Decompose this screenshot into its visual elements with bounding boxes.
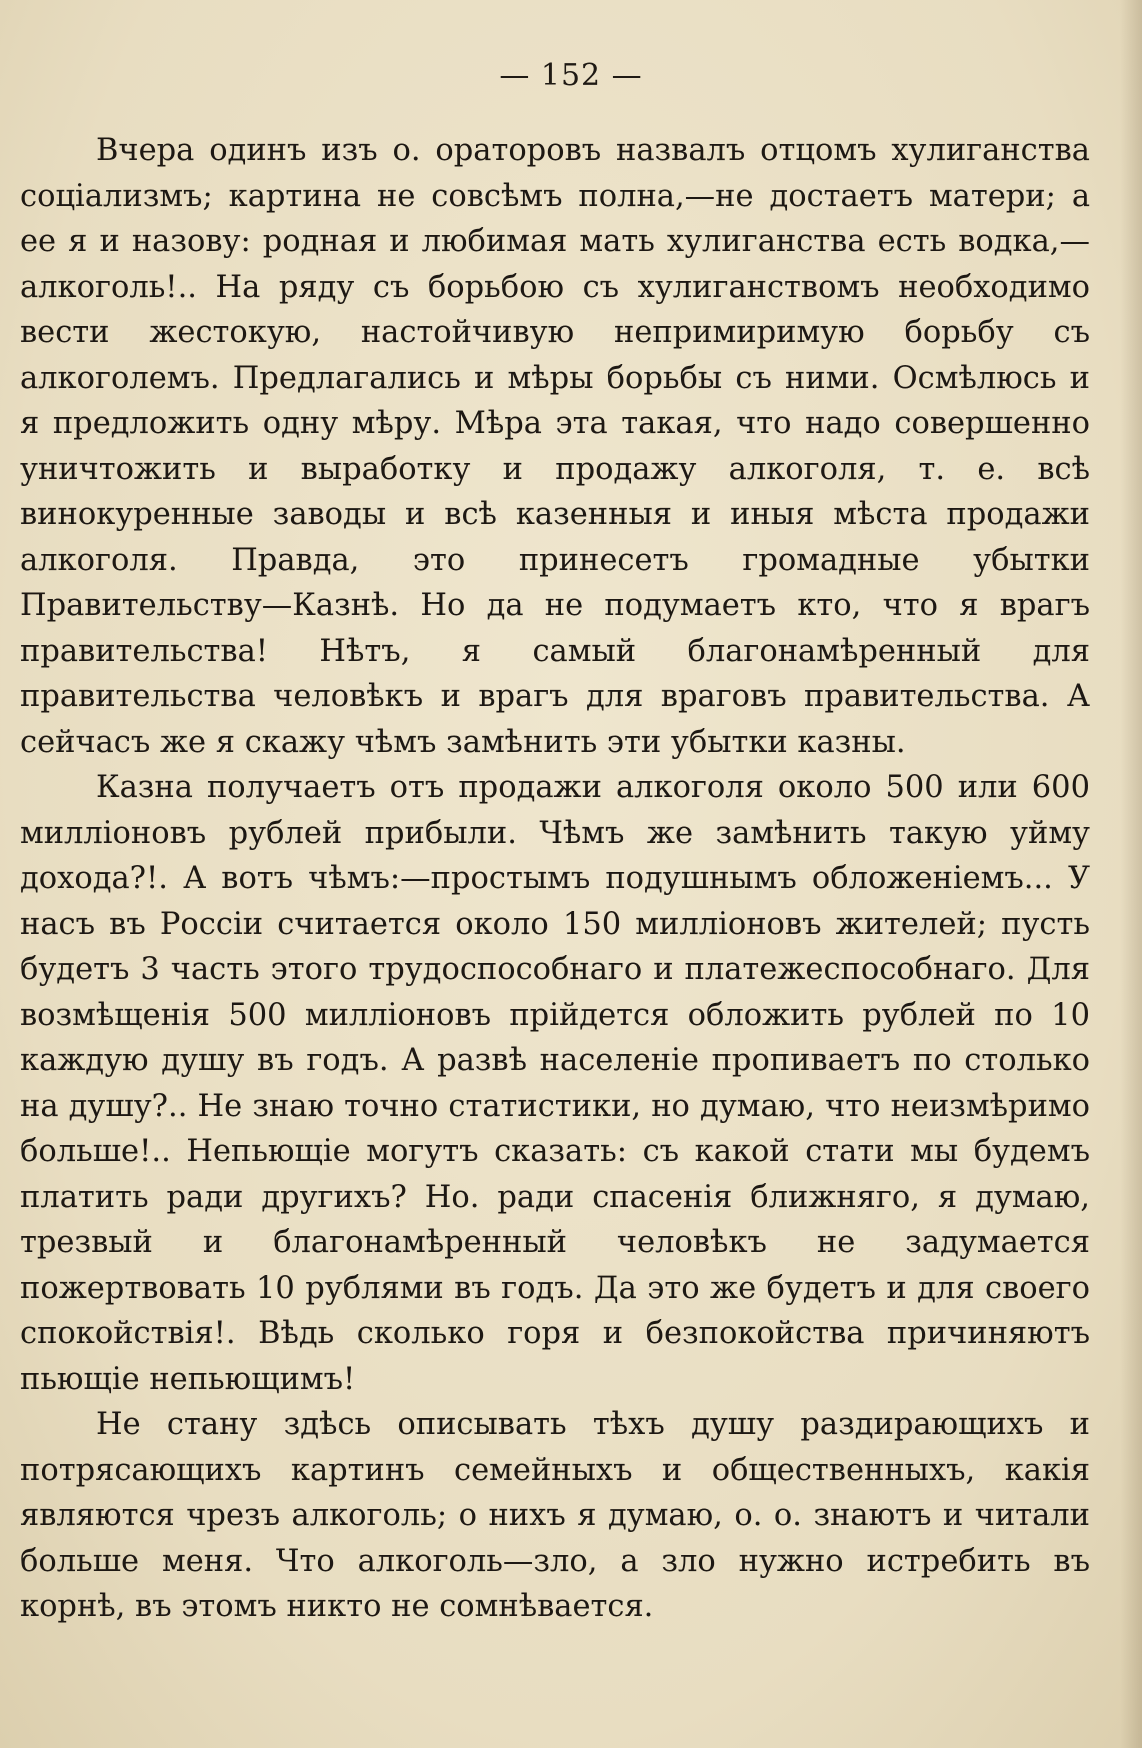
page-number: — 152 —: [499, 58, 643, 93]
paragraph-1: Вчера одинъ изъ о. ораторовъ назвалъ отцомъ хулиганства соцiализмъ; картина не совсѣмъ полна,—не достаетъ матери; а ее я и назову: родная и любимая мать хулиганства есть водка,—алкоголь!.. На ряду съ борьбою съ хулиганствомъ необходимо вести жестокую, настойчивую непримиримую борьбу съ алкоголемъ. Предлагались и мѣры борьбы съ ними. Осмѣлюсь и я предложить одну мѣру. Мѣра эта такая, что надо совершенно уничтожить и выработку и продажу алкоголя, т. е. всѣ винокуренные заводы и всѣ казенныя и иныя мѣста продажи алкоголя. Правда, это принесетъ громадные убытки Правительству—Казнѣ. Но да не подумаетъ кто, что я врагъ правительства! Нѣтъ, я самый благонамѣренный для правительства человѣкъ и врагъ для враговъ правительства. А сейчасъ же я скажу чѣмъ замѣнить эти убытки казны.: [20, 133, 1090, 760]
body-text: [20, 128, 1090, 1630]
paragraph-2: Казна получаетъ отъ продажи алкоголя около 500 или 600 миллiоновъ рублей прибыли. Чѣмъ же замѣнить такую уйму дохода?!. А вотъ чѣмъ:—простымъ подушнымъ обложенiемъ... У насъ въ Россiи считается около 150 миллiоновъ жителей; пусть будетъ 3 часть этого трудоспособнаго и платежеспособнаго. Для возмѣщенiя 500 миллiоновъ прiйдется обложить рублей по 10 каждую душу въ годъ. А развѣ населенiе пропиваетъ по столько на душу?.. Не знаю точно статистики, но думаю, что неизмѣримо больше!.. Непьющiе могутъ сказать: съ какой стати мы будемъ платить ради другихъ? Но. ради спасенiя ближняго, я думаю, трезвый и благонамѣренный человѣкъ не задумается пожертвовать 10 рублями въ годъ. Да это же будетъ и для своего спокойствiя!. Вѣдь сколько горя и безпокойства причиняютъ пьющiе непьющимъ!: [20, 770, 1090, 1397]
page-edge-shadow: [1120, 0, 1142, 1748]
paragraph-3: Не стану здѣсь описывать тѣхъ душу раздирающихъ и потрясающихъ картинъ семейныхъ и общественныхъ, какiя являются чрезъ алкоголь; о нихъ я думаю, о. о. знаютъ и читали больше меня. Что алкоголь—зло, а зло нужно истребить въ корнѣ, въ этомъ никто не сомнѣвается.: [20, 1407, 1090, 1624]
